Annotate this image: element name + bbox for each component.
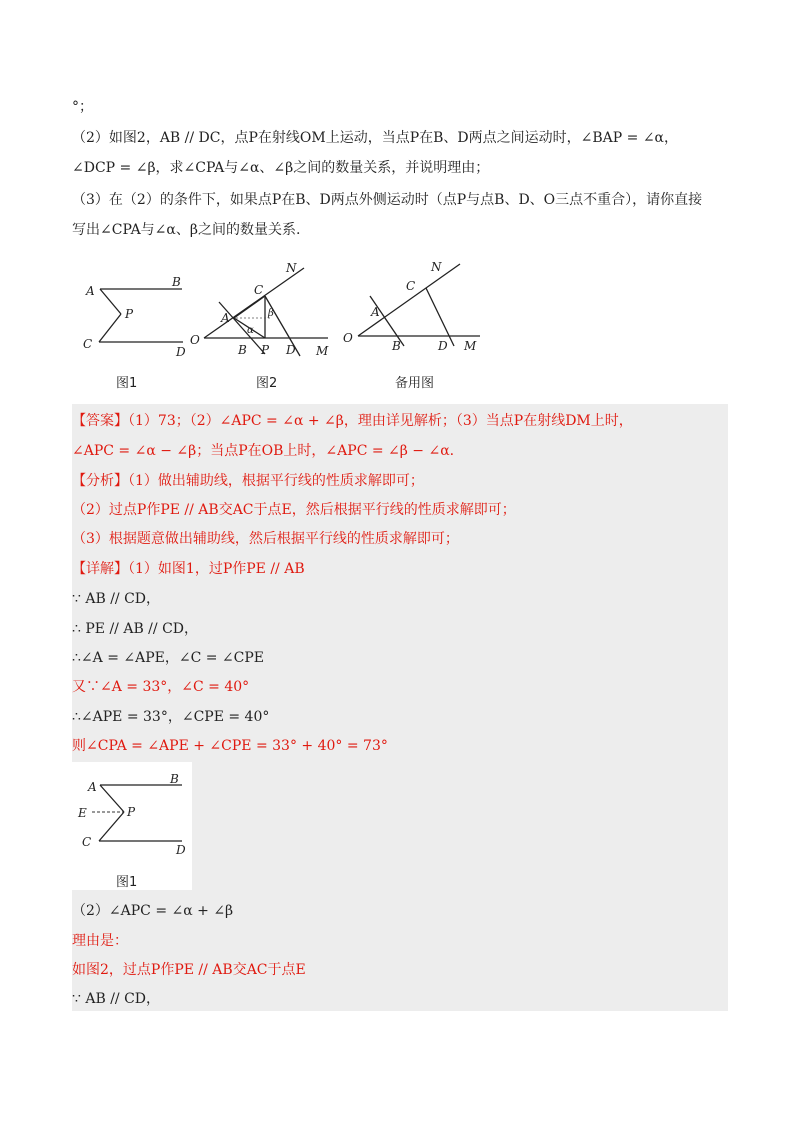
point-O-label-fig2: O <box>190 333 200 347</box>
point-C-label-fig2: C <box>254 283 264 297</box>
point-B-label-spare: B <box>392 339 401 353</box>
part2-line-3: ∵ AB // CD， <box>72 991 161 1007</box>
detail-point-P-label: P <box>127 805 136 819</box>
detail-line-3: ∴∠A = ∠APE，∠C = ∠CPE <box>72 650 265 666</box>
detail-point-E-label: E <box>78 806 87 820</box>
detail-figure-1-caption: 图1 <box>116 875 138 890</box>
point-D-label: D <box>176 345 186 358</box>
detail-point-A-label: A <box>88 780 97 794</box>
point-N-label-spare: N <box>431 260 442 274</box>
detail-point-D-label: D <box>176 843 186 857</box>
analysis-line-2: （2）过点P作PE // AB交AC于点E，然后根据平行线的性质求解即可； <box>72 502 516 518</box>
part2-line-2: 如图2，过点P作PE // AB交AC于点E <box>72 962 306 978</box>
point-D-label-spare: D <box>438 339 448 353</box>
figure-1-caption: 图1 <box>116 376 138 391</box>
answer-line-1: 【答案】（1）73；（2）∠APC = ∠α + ∠β，理由详见解析；（3）当点P在射线DM上时， <box>72 413 633 429</box>
point-O-label-spare: O <box>343 331 353 345</box>
point-B-label: B <box>172 275 181 289</box>
point-M-label-fig2: M <box>316 344 329 358</box>
spare-figure-diagram <box>340 258 490 363</box>
question-3-line-1: （3）在（2）的条件下，如果点P在B、D两点外侧运动时（点P与点B、D、O三点不重合），请你直接 <box>72 192 703 208</box>
question-2-line-2: ∠DCP = ∠β，求∠CPA与∠α、∠β之间的数量关系，并说明理由； <box>72 160 490 176</box>
detail-line-0: 【详解】（1）如图1，过P作PE // AB <box>72 561 305 577</box>
point-M-label-spare: M <box>464 339 477 353</box>
detail-line-2: ∴ PE // AB // CD， <box>72 621 198 637</box>
answer-line-2: ∠APC = ∠α − ∠β；当点P在OB上时，∠APC = ∠β − ∠α. <box>72 443 455 459</box>
point-P-label: P <box>125 307 134 321</box>
detail-point-B-label: B <box>170 772 179 786</box>
point-C-label: C <box>83 337 93 351</box>
figure-2-diagram <box>190 258 340 363</box>
point-A-label: A <box>86 284 95 298</box>
figure-2-caption: 图2 <box>256 376 278 391</box>
detail-line-1: ∵ AB // CD， <box>72 591 161 607</box>
point-A-label-fig2: A <box>221 311 230 325</box>
detail-line-5: ∴∠APE = 33°，∠CPE = 40° <box>72 709 270 725</box>
angle-beta-label: β <box>268 308 274 319</box>
point-C-label-spare: C <box>406 279 416 293</box>
analysis-line-3: （3）根据题意做出辅助线，然后根据平行线的性质求解即可； <box>72 531 459 547</box>
point-P-label-fig2: P <box>261 343 270 357</box>
analysis-line-1: 【分析】（1）做出辅助线，根据平行线的性质求解即可； <box>72 473 424 489</box>
point-B-label-fig2: B <box>238 343 247 357</box>
question-2-line-1: （2）如图2，AB // DC，点P在射线OM上运动，当点P在B、D两点之间运动时，∠BAP = ∠α， <box>72 130 679 146</box>
point-D-label-fig2: D <box>286 343 296 357</box>
angle-alpha-label: α <box>247 325 254 336</box>
part2-line-0: （2）∠APC = ∠α + ∠β <box>72 903 234 919</box>
figure-1-diagram <box>76 268 196 358</box>
question-3-line-2: 写出∠CPA与∠α、β之间的数量关系. <box>72 222 301 238</box>
text-line-0: °； <box>72 99 93 115</box>
detail-line-6: 则∠CPA = ∠APE + ∠CPE = 33° + 40° = 73° <box>72 738 388 754</box>
spare-figure-caption: 备用图 <box>395 376 435 391</box>
detail-point-C-label: C <box>82 835 92 849</box>
point-N-label-fig2: N <box>286 261 297 275</box>
point-A-label-spare: A <box>371 305 380 319</box>
part2-line-1: 理由是： <box>72 933 128 949</box>
detail-line-4: 又∵∠A = 33°，∠C = 40° <box>72 679 250 695</box>
